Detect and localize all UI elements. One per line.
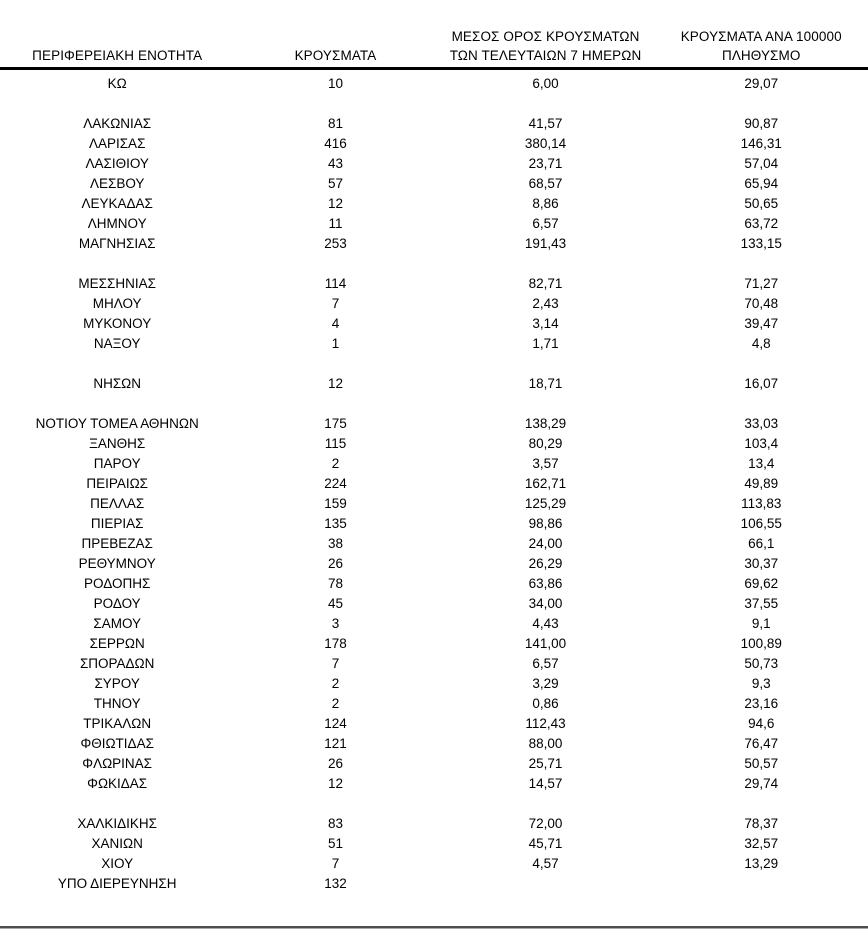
per-100000-cell: 146,31 bbox=[740, 136, 782, 151]
avg-7-days-cell: 34,00 bbox=[528, 596, 563, 611]
cases-cell: 224 bbox=[324, 476, 347, 491]
cases-cell: 159 bbox=[324, 496, 347, 511]
avg-7-days-cell: 24,00 bbox=[528, 536, 563, 551]
table-row bbox=[0, 614, 868, 634]
region-name-cell: ΦΩΚΙΔΑΣ bbox=[87, 776, 148, 791]
cases-cell: 2 bbox=[331, 676, 340, 691]
region-name-cell: ΠΡΕΒΕΖΑΣ bbox=[81, 536, 153, 551]
region-name-cell: ΣΕΡΡΩΝ bbox=[89, 636, 145, 651]
per-100000-cell bbox=[654, 254, 868, 274]
avg-7-days-cell: 2,43 bbox=[532, 296, 559, 311]
avg-7-days-cell bbox=[437, 354, 655, 374]
table-row bbox=[0, 794, 868, 814]
cases-cell: 83 bbox=[327, 816, 343, 831]
cases-cell: 115 bbox=[324, 436, 347, 451]
table-row bbox=[0, 234, 868, 254]
per-100000-cell: 39,47 bbox=[744, 316, 779, 331]
region-name-cell: ΣΥΡΟΥ bbox=[94, 676, 140, 691]
table-row bbox=[0, 534, 868, 554]
cases-cell: 10 bbox=[327, 76, 343, 91]
cases-cell: 43 bbox=[327, 156, 343, 171]
table-row bbox=[0, 274, 868, 294]
cases-cell: 124 bbox=[324, 716, 347, 731]
per-100000-cell: 103,4 bbox=[744, 436, 779, 451]
region-name-cell: ΣΠΟΡΑΔΩΝ bbox=[79, 656, 155, 671]
per-100000-cell: 63,72 bbox=[744, 216, 779, 231]
cases-cell: 12 bbox=[327, 776, 343, 791]
region-name-cell: ΥΠΟ ΔΙΕΡΕΥΝΗΣΗ bbox=[57, 876, 177, 891]
table-row bbox=[0, 854, 868, 874]
per-100000-cell bbox=[654, 794, 868, 814]
avg-7-days-cell: 6,57 bbox=[532, 656, 559, 671]
bottom-rule bbox=[0, 926, 868, 929]
cases-cell bbox=[234, 394, 436, 414]
column-header-regional-unit bbox=[0, 46, 234, 65]
region-name-cell: ΝΟΤΙΟΥ ΤΟΜΕΑ ΑΘΗΝΩΝ bbox=[35, 416, 199, 431]
per-100000-cell: 29,74 bbox=[744, 776, 779, 791]
cases-cell: 2 bbox=[331, 696, 340, 711]
region-name-cell: ΞΑΝΘΗΣ bbox=[89, 436, 146, 451]
column-header-per-100000 bbox=[654, 27, 868, 65]
column-header-cases bbox=[234, 46, 436, 65]
table-row bbox=[0, 334, 868, 354]
region-name-cell bbox=[0, 354, 234, 374]
region-name-cell: ΧΑΝΙΩΝ bbox=[91, 836, 143, 851]
avg-7-days-cell bbox=[437, 794, 655, 814]
region-name-cell: ΝΑΞΟΥ bbox=[93, 336, 141, 351]
avg-7-days-cell: 8,86 bbox=[532, 196, 559, 211]
column-header-label-line2: ΤΩΝ ΤΕΛΕΥΤΑΙΩΝ 7 ΗΜΕΡΩΝ bbox=[449, 48, 642, 63]
table-row bbox=[0, 194, 868, 214]
table-row bbox=[0, 354, 868, 374]
per-100000-cell: 94,6 bbox=[748, 716, 775, 731]
avg-7-days-cell: 3,57 bbox=[532, 456, 559, 471]
region-name-cell: ΤΡΙΚΑΛΩΝ bbox=[83, 716, 152, 731]
region-name-cell bbox=[0, 794, 234, 814]
avg-7-days-cell: 138,29 bbox=[524, 416, 567, 431]
avg-7-days-cell: 25,71 bbox=[528, 756, 563, 771]
region-name-cell: ΣΑΜΟΥ bbox=[93, 616, 142, 631]
cases-cell: 26 bbox=[327, 756, 343, 771]
per-100000-cell: 57,04 bbox=[744, 156, 779, 171]
avg-7-days-cell: 72,00 bbox=[528, 816, 563, 831]
per-100000-cell: 78,37 bbox=[744, 816, 779, 831]
table-row bbox=[0, 294, 868, 314]
per-100000-cell: 69,62 bbox=[744, 576, 779, 591]
region-name-cell: ΜΗΛΟΥ bbox=[92, 296, 142, 311]
region-name-cell: ΧΑΛΚΙΔΙΚΗΣ bbox=[77, 816, 157, 831]
per-100000-cell: 90,87 bbox=[744, 116, 779, 131]
cases-cell: 7 bbox=[331, 296, 340, 311]
per-100000-cell bbox=[654, 394, 868, 414]
avg-7-days-cell: 0,86 bbox=[532, 696, 559, 711]
avg-7-days-cell: 191,43 bbox=[524, 236, 567, 251]
table-row bbox=[0, 394, 868, 414]
cases-cell: 57 bbox=[327, 176, 343, 191]
cases-cell bbox=[234, 94, 436, 114]
per-100000-cell: 16,07 bbox=[744, 376, 779, 391]
cases-cell: 4 bbox=[331, 316, 340, 331]
table-body bbox=[0, 70, 868, 894]
cases-cell: 11 bbox=[328, 216, 343, 231]
table-row bbox=[0, 714, 868, 734]
table-row bbox=[0, 434, 868, 454]
region-name-cell: ΠΑΡΟΥ bbox=[93, 456, 141, 471]
region-name-cell: ΝΗΣΩΝ bbox=[93, 376, 142, 391]
table-row bbox=[0, 754, 868, 774]
per-100000-cell bbox=[654, 94, 868, 114]
per-100000-cell: 13,29 bbox=[744, 856, 779, 871]
cases-cell bbox=[234, 254, 436, 274]
per-100000-cell: 71,27 bbox=[744, 276, 779, 291]
per-100000-cell: 23,16 bbox=[744, 696, 779, 711]
cases-cell: 253 bbox=[324, 236, 347, 251]
avg-7-days-cell: 80,29 bbox=[528, 436, 563, 451]
per-100000-cell: 65,94 bbox=[744, 176, 779, 191]
region-name-cell: ΛΑΡΙΣΑΣ bbox=[88, 136, 146, 151]
avg-7-days-cell: 4,57 bbox=[532, 856, 559, 871]
per-100000-cell: 29,07 bbox=[744, 76, 779, 91]
avg-7-days-cell: 23,71 bbox=[528, 156, 563, 171]
per-100000-cell: 113,83 bbox=[741, 496, 782, 511]
avg-7-days-cell: 68,57 bbox=[528, 176, 563, 191]
table-row bbox=[0, 254, 868, 274]
per-100000-cell: 4,8 bbox=[751, 336, 771, 351]
cases-cell: 1 bbox=[331, 336, 340, 351]
region-name-cell: ΠΙΕΡΙΑΣ bbox=[90, 516, 144, 531]
per-100000-cell: 106,55 bbox=[740, 516, 782, 531]
per-100000-cell: 100,89 bbox=[740, 636, 782, 651]
table-row bbox=[0, 654, 868, 674]
per-100000-cell: 13,4 bbox=[748, 456, 775, 471]
table-row bbox=[0, 734, 868, 754]
cases-cell: 3 bbox=[331, 616, 340, 631]
region-name-cell: ΛΑΚΩΝΙΑΣ bbox=[83, 116, 152, 131]
region-name-cell: ΡΟΔΟΥ bbox=[93, 596, 141, 611]
avg-7-days-cell bbox=[437, 874, 655, 894]
table-header-row bbox=[0, 27, 868, 65]
region-name-cell: ΛΕΣΒΟΥ bbox=[89, 176, 145, 191]
region-name-cell: ΜΕΣΣΗΝΙΑΣ bbox=[78, 276, 156, 291]
region-name-cell bbox=[0, 394, 234, 414]
table-row bbox=[0, 114, 868, 134]
cases-cell: 45 bbox=[327, 596, 343, 611]
column-header-label: ΚΡΟΥΣΜΑΤΑ bbox=[294, 48, 377, 63]
region-name-cell: ΧΙΟΥ bbox=[101, 856, 134, 871]
table-row bbox=[0, 374, 868, 394]
cases-cell bbox=[234, 794, 436, 814]
table-row bbox=[0, 674, 868, 694]
table-row bbox=[0, 594, 868, 614]
avg-7-days-cell bbox=[437, 394, 655, 414]
per-100000-cell: 33,03 bbox=[744, 416, 779, 431]
column-header-avg-7-days bbox=[437, 27, 655, 65]
per-100000-cell: 66,1 bbox=[748, 536, 775, 551]
cases-cell: 26 bbox=[327, 556, 343, 571]
table-row bbox=[0, 94, 868, 114]
avg-7-days-cell: 4,43 bbox=[532, 616, 559, 631]
column-header-label: ΠΕΡΙΦΕΡΕΙΑΚΗ ΕΝΟΤΗΤΑ bbox=[32, 48, 203, 63]
avg-7-days-cell: 6,57 bbox=[532, 216, 559, 231]
per-100000-cell: 133,15 bbox=[740, 236, 782, 251]
cases-cell: 2 bbox=[331, 456, 340, 471]
avg-7-days-cell: 1,71 bbox=[532, 336, 559, 351]
table-row bbox=[0, 314, 868, 334]
per-100000-cell bbox=[654, 354, 868, 374]
column-header-label-line1: ΜΕΣΟΣ ΟΡΟΣ ΚΡΟΥΣΜΑΤΩΝ bbox=[451, 29, 640, 44]
avg-7-days-cell: 98,86 bbox=[528, 516, 563, 531]
region-name-cell: ΦΛΩΡΙΝΑΣ bbox=[82, 756, 153, 771]
avg-7-days-cell: 3,29 bbox=[532, 676, 559, 691]
table-row bbox=[0, 554, 868, 574]
per-100000-cell bbox=[654, 874, 868, 894]
cases-cell: 114 bbox=[324, 276, 347, 291]
avg-7-days-cell: 63,86 bbox=[528, 576, 563, 591]
avg-7-days-cell: 45,71 bbox=[528, 836, 563, 851]
avg-7-days-cell: 82,71 bbox=[528, 276, 563, 291]
region-name-cell: ΠΕΙΡΑΙΩΣ bbox=[86, 476, 149, 491]
column-header-label-line1: ΚΡΟΥΣΜΑΤΑ ΑΝΑ 100000 bbox=[680, 29, 842, 44]
region-name-cell bbox=[0, 254, 234, 274]
table-row bbox=[0, 634, 868, 654]
avg-7-days-cell: 3,14 bbox=[532, 316, 559, 331]
region-name-cell: ΛΑΣΙΘΙΟΥ bbox=[85, 156, 149, 171]
avg-7-days-cell: 380,14 bbox=[524, 136, 567, 151]
table-row bbox=[0, 694, 868, 714]
region-name-cell: ΚΩ bbox=[107, 76, 127, 91]
cases-cell: 132 bbox=[324, 876, 347, 891]
per-100000-cell: 50,73 bbox=[744, 656, 779, 671]
cases-cell: 51 bbox=[327, 836, 343, 851]
cases-cell: 416 bbox=[324, 136, 347, 151]
avg-7-days-cell: 14,57 bbox=[528, 776, 563, 791]
table-row bbox=[0, 814, 868, 834]
table-row bbox=[0, 574, 868, 594]
region-name-cell: ΤΗΝΟΥ bbox=[93, 696, 141, 711]
table-row bbox=[0, 174, 868, 194]
avg-7-days-cell bbox=[437, 254, 655, 274]
table-row bbox=[0, 514, 868, 534]
avg-7-days-cell: 112,43 bbox=[525, 716, 566, 731]
cases-cell: 175 bbox=[324, 416, 347, 431]
cases-cell bbox=[234, 354, 436, 374]
table-row bbox=[0, 74, 868, 94]
per-100000-cell: 9,3 bbox=[751, 676, 771, 691]
region-name-cell bbox=[0, 94, 234, 114]
table-row bbox=[0, 214, 868, 234]
table-row bbox=[0, 494, 868, 514]
cases-cell: 7 bbox=[331, 656, 340, 671]
region-name-cell: ΡΟΔΟΠΗΣ bbox=[84, 576, 151, 591]
avg-7-days-cell: 162,71 bbox=[524, 476, 567, 491]
table-row bbox=[0, 474, 868, 494]
per-100000-cell: 76,47 bbox=[744, 736, 779, 751]
per-100000-cell: 50,57 bbox=[744, 756, 779, 771]
avg-7-days-cell: 125,29 bbox=[524, 496, 567, 511]
avg-7-days-cell: 141,00 bbox=[524, 636, 567, 651]
avg-7-days-cell: 88,00 bbox=[528, 736, 563, 751]
per-100000-cell: 9,1 bbox=[751, 616, 771, 631]
per-100000-cell: 37,55 bbox=[744, 596, 779, 611]
avg-7-days-cell: 41,57 bbox=[528, 116, 563, 131]
per-100000-cell: 70,48 bbox=[744, 296, 779, 311]
per-100000-cell: 49,89 bbox=[744, 476, 779, 491]
region-name-cell: ΠΕΛΛΑΣ bbox=[90, 496, 145, 511]
table-row bbox=[0, 134, 868, 154]
cases-cell: 38 bbox=[327, 536, 343, 551]
region-name-cell: ΦΘΙΩΤΙΔΑΣ bbox=[80, 736, 154, 751]
per-100000-cell: 50,65 bbox=[744, 196, 779, 211]
cases-cell: 78 bbox=[327, 576, 343, 591]
table-row bbox=[0, 834, 868, 854]
column-header-label-line2: ΠΛΗΘΥΣΜΟ bbox=[721, 48, 801, 63]
region-name-cell: ΜΑΓΝΗΣΙΑΣ bbox=[78, 236, 156, 251]
avg-7-days-cell: 18,71 bbox=[528, 376, 563, 391]
cases-cell: 81 bbox=[327, 116, 343, 131]
cases-cell: 12 bbox=[327, 196, 343, 211]
region-name-cell: ΜΥΚΟΝΟΥ bbox=[83, 316, 152, 331]
region-name-cell: ΛΕΥΚΑΔΑΣ bbox=[81, 196, 153, 211]
table-row bbox=[0, 154, 868, 174]
cases-cell: 135 bbox=[324, 516, 347, 531]
avg-7-days-cell bbox=[437, 94, 655, 114]
table-row bbox=[0, 874, 868, 894]
cases-cell: 7 bbox=[331, 856, 340, 871]
cases-cell: 178 bbox=[324, 636, 347, 651]
cases-cell: 121 bbox=[324, 736, 347, 751]
cases-cell: 12 bbox=[327, 376, 343, 391]
region-name-cell: ΡΕΘΥΜΝΟΥ bbox=[78, 556, 156, 571]
per-100000-cell: 30,37 bbox=[744, 556, 779, 571]
region-name-cell: ΛΗΜΝΟΥ bbox=[87, 216, 147, 231]
avg-7-days-cell: 26,29 bbox=[528, 556, 563, 571]
avg-7-days-cell: 6,00 bbox=[532, 76, 559, 91]
per-100000-cell: 32,57 bbox=[744, 836, 779, 851]
table-row bbox=[0, 414, 868, 434]
table-row bbox=[0, 774, 868, 794]
table-row bbox=[0, 454, 868, 474]
